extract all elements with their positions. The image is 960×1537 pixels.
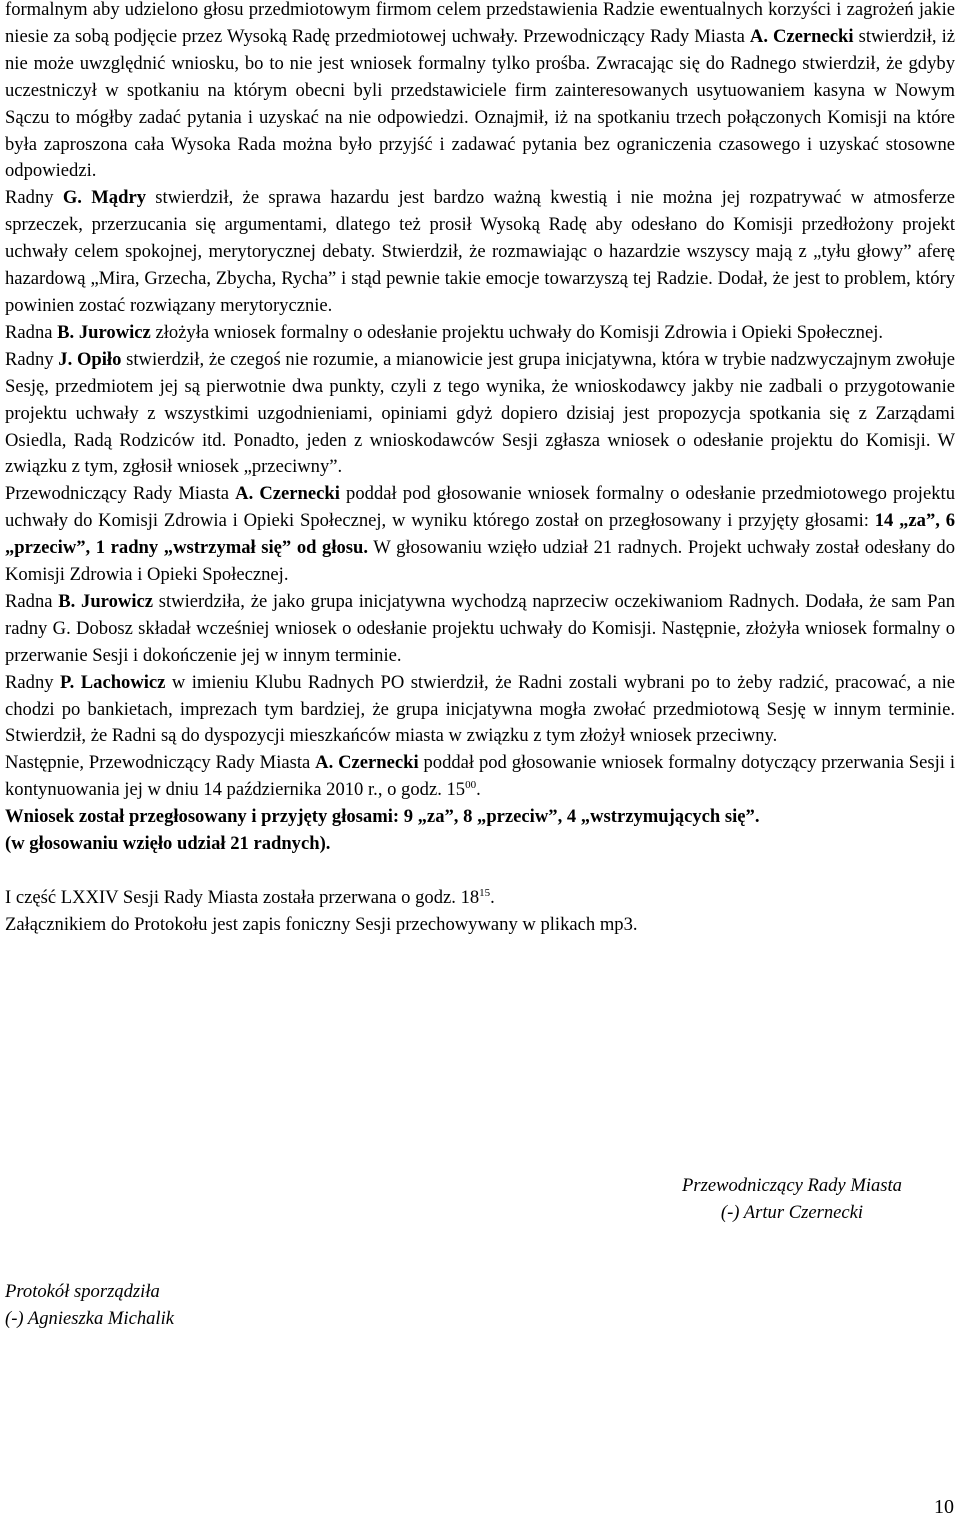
paragraph-text: W głosowaniu wzięło udział 21 radnych. Projekt uchwały został odesłany do Komisji Zdrowia i Opieki Społecznej. [5, 537, 955, 586]
page-number: 10 [934, 1496, 954, 1518]
paragraph [5, 912, 955, 939]
paragraph [5, 885, 955, 912]
paragraph [5, 185, 955, 320]
signature-name: (-) Agnieszka Michalik [5, 1307, 175, 1329]
speaker-name: B. Jurowicz [57, 321, 151, 343]
paragraph [5, 589, 955, 670]
vote-participation: (w głosowaniu wzięło udział 21 radnych). [5, 833, 331, 855]
paragraph [5, 670, 955, 751]
speaker-name: P. Lachowicz [60, 671, 166, 693]
paragraph-text: Przewodniczący Rady Miasta [5, 483, 236, 505]
paragraph [5, 347, 955, 482]
time-superscript: 00 [465, 779, 477, 792]
paragraph-text: Radny [5, 187, 63, 209]
document-body [5, 0, 955, 939]
paragraph [5, 804, 955, 831]
paragraph-text: w imieniu Klubu Radnych PO stwierdził, że Radni zostali wybrani po to żeby radzić, pracować, a nie chodzi po bankietach, imprezach tym bardziej, że grupa inicjatywna mogła zwołać przedmiotową Sesję w innym terminie. Stwierdził, że Radni są do dyspozycji mieszkańców miasta w związku z tym złożył wniosek przeciwny. [5, 671, 955, 747]
vote-result: Wniosek został przegłosowany i przyjęty głosami: 9 „za”, 8 „przeciw”, 4 „wstrzymujących się”. [5, 806, 760, 828]
speaker-name: A. Czernecki [315, 752, 419, 774]
paragraph-text: poddał pod głosowanie wniosek formalny dotyczący przerwania Sesji i kontynuowania jej w dniu 14 października 2010 r., o godz. 15 [5, 752, 955, 801]
paragraph-text: . [490, 886, 495, 908]
paragraph-text: poddał pod głosowanie wniosek formalny o odesłanie przedmiotowego projektu uchwały do Komisji Zdrowia i Opieki Społecznej, w wyniku którego został on przegłosowany i przyjęty głosami: [5, 483, 955, 532]
signature-name: (-) Artur Czernecki [720, 1201, 864, 1223]
chair-signature [640, 1173, 944, 1227]
paragraph [5, 320, 955, 347]
paragraph-text: Następnie, Przewodniczący Rady Miasta [5, 752, 316, 774]
paragraph [5, 831, 955, 858]
paragraph-text: stwierdził, że sprawa hazardu jest bardzo ważną kwestią i nie można jej rozpatrywać w atmosferze sprzeczek, przerzucania się argumentami, dlatego też prosił Wysoką Radę aby odesłano do Komisji przedłożony projekt uchwały celem spokojnej, merytorycznej debaty. Stwierdził, że rozmawiając o hazardzie wszyscy mają z „tyłu głowy” aferę hazardową „Mira, Grzecha, Zbycha, Rycha” i stąd pewnie takie emocje towarzyszą tej Radzie. Dodał, że jest to problem, który powinien zostać rozwiązany merytorycznie. [5, 187, 955, 316]
paragraph-text: stwierdził, iż nie może uwzględnić wniosku, bo to nie jest wniosek formalny tylko prośba. Zwracając się do Radnego stwierdził, że gdyby uczestniczył w spotkaniu na którym obecni byli przedstawiciele firm zainteresowanych usytuowaniem kasyna w Nowym Sączu to mógłby zadać pytania i uzyskać na nie odpowiedzi. Oznajmił, iż na spotkaniu trzech połączonych Komisji na które była zaproszona cała Wysoka Rada można było przyjść i zadawać pytania bez ograniczenia czasowego i uzyskać stosowne odpowiedzi. [5, 25, 955, 182]
vote-result: 14 „za”, 6 „przeciw”, 1 radny „wstrzymał się” od głosu. [5, 510, 956, 559]
paragraph-text: Radny [5, 348, 59, 370]
speaker-name: J. Opiło [58, 348, 122, 370]
paragraph [5, 0, 955, 185]
paragraph-text: złożyła wniosek formalny o odesłanie projektu uchwały do Komisji Zdrowia i Opieki Społecznej. [150, 321, 884, 343]
paragraph-text: Radna [5, 590, 59, 612]
paragraph-text: Radny [5, 671, 60, 693]
paragraph-text: stwierdziła, że jako grupa inicjatywna wychodzą naprzeciw oczekiwaniom Radnych. Dodała, że sam Pan radny G. Dobosz składał wcześniej wniosek o odesłanie projektu uchwały do Komisji. Następnie, złożyła wniosek formalny o przerwanie Sesji i dokończenie jej w innym terminie. [5, 590, 956, 666]
blank-line [5, 858, 955, 885]
signature-title: Protokół sporządziła [5, 1281, 160, 1302]
paragraph [5, 481, 955, 589]
speaker-name: G. Mądry [62, 187, 146, 209]
paragraph-text: Załącznikiem do Protokołu jest zapis foniczny Sesji przechowywany w plikach mp3. [5, 913, 638, 935]
paragraph [5, 750, 955, 804]
author-signature [5, 1279, 174, 1333]
speaker-name: B. Jurowicz [58, 590, 153, 612]
paragraph-text: . [476, 779, 481, 801]
paragraph-text: stwierdził, że czegoś nie rozumie, a mianowicie jest grupa inicjatywna, która w trybie nadzwyczajnym zwołuje Sesję, przedmiotem jej są pierwotnie dwa punkty, czyli z tego wynika, że wnioskodawcy jakby nie zadbali o przygotowanie projektu uchwały z wszystkimi uzgodnieniami, opiniami gdyż dopiero dzisiaj jest propozycja spotkania się z Zarządami Osiedla, Radą Rodziców itd. Ponadto, jeden z wnioskodawców Sesji zgłasza wniosek o odesłanie projektu do Komisji. W związku z tym, zgłosił wniosek „przeciwny”. [5, 348, 955, 478]
signature-title: Przewodniczący Rady Miasta [682, 1175, 902, 1196]
speaker-name: A. Czernecki [235, 483, 340, 505]
paragraph-text: I część LXXIV Sesji Rady Miasta została przerwana o godz. 18 [5, 886, 480, 908]
speaker-name: A. Czernecki [749, 25, 854, 47]
paragraph-text: formalnym aby udzielono głosu przedmiotowym firmom celem przedstawienia Radzie ewentualnych korzyści i zagrożeń jakie niesie za sobą podjęcie przez Wysoką Radę przedmiotowej uchwały. Przewodniczący Rady Miasta [5, 0, 955, 47]
paragraph-text: Radna [5, 321, 58, 343]
time-superscript: 15 [479, 886, 491, 899]
